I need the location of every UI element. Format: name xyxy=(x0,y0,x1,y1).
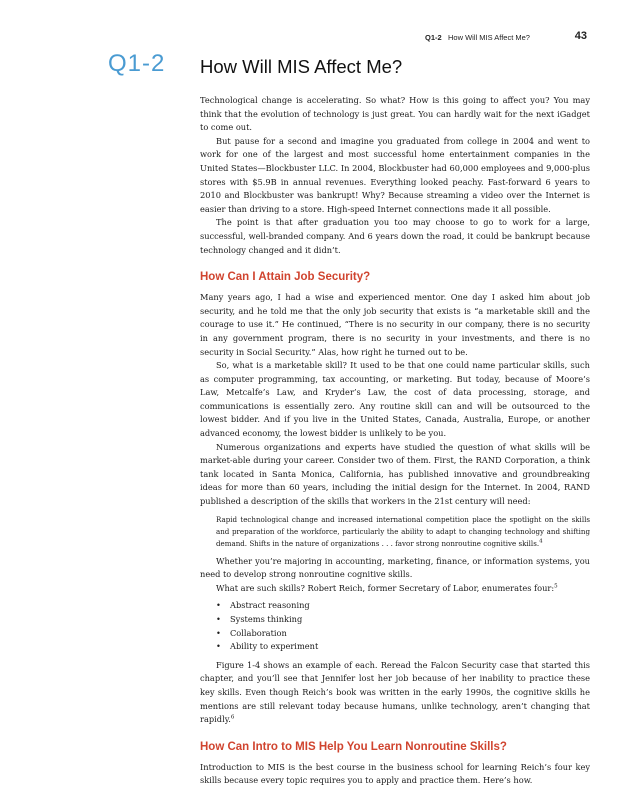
paragraph: The point is that after graduation you too may choose to go to work for a large, successful, well-branded company. And 6 years down the road, it could be bankrupt because technology changed and it didn’t. xyxy=(200,217,590,255)
skills-list xyxy=(200,599,590,653)
paragraph: So, what is a marketable skill? It used to be that one could name particular skills, such as computer programming, tax accounting, or marketing. But today, because of Moore’s Law, Metcalfe’s Law, and Kryder’s Law, the cost of data processing, storage, and communications is essentially zero. Any routine skill can and will be outsourced to the lowest bidder. And if you live in the United States, Canada, Australia, Europe, or another advanced economy, the lowest bidder is unlikely to be you. xyxy=(200,360,590,439)
reich-intro-text: What are such skills? Robert Reich, former Secretary of Labor, enumerates four: xyxy=(216,582,555,593)
list-item-label: Systems thinking xyxy=(230,614,303,624)
paragraph: Introduction to MIS is the best course in the business school for learning Reich’s four key skills because every topic requires you to apply and practice them. Here’s how. xyxy=(200,761,590,786)
page-number: 43 xyxy=(574,30,587,42)
paragraph xyxy=(200,582,590,596)
list-item xyxy=(216,613,590,627)
list-item-label: Collaboration xyxy=(230,627,287,638)
bullet-icon: • xyxy=(216,641,221,652)
body-content xyxy=(200,94,590,788)
rand-quote xyxy=(216,514,590,550)
subsection-heading-job-security: How Can I Attain Job Security? xyxy=(200,271,371,284)
list-item xyxy=(216,599,590,613)
list-item xyxy=(216,640,590,654)
section-number: Q1-2 xyxy=(108,50,166,77)
figure-paragraph-text: Figure 1-4 shows an example of each. Reread the Falcon Security case that started this chapter, and you’ll see that Jennifer lost her job because of her inability to practice these key skills. Even though Reich’s book was written in the early 1990s, the cognitive skills he mentions are still relevant today because humans, unlike technology, aren’t changing that rapidly. xyxy=(200,659,590,725)
paragraph xyxy=(200,659,590,727)
footnote-marker: 6 xyxy=(230,714,235,721)
running-head xyxy=(400,31,590,45)
bullet-icon: • xyxy=(216,627,221,638)
paragraph: Technological change is accelerating. So what? How is this going to affect you? You may think that the evolution of technology is just great. You can hardly wait for the next iGadget to come out. xyxy=(200,95,590,133)
footnote-marker: 5 xyxy=(554,583,558,590)
paragraph: But pause for a second and imagine you graduated from college in 2004 and went to work for one of the largest and most successful home entertainment companies in the United States—Blockbuster LLC. In 2004, Blockbuster had 60,000 employees and 9,000-plus stores with $5.9B in annual revenues. Everything looked peachy. Fast-forward 6 years to 2010 and Blockbuster was bankrupt! Why? Because streaming a video over the Internet is easier than driving to a store. High-speed Internet connections made it all possible. xyxy=(200,135,590,214)
bullet-icon: • xyxy=(216,614,221,624)
footnote-marker: 4 xyxy=(539,538,543,545)
list-item-label: Abstract reasoning xyxy=(230,600,310,611)
section-title: How Will MIS Affect Me? xyxy=(200,56,403,77)
subsection-heading-intro-mis: How Can Intro to MIS Help You Learn Nonroutine Skills? xyxy=(200,740,507,753)
bullet-icon: • xyxy=(216,600,221,611)
quote-text: Rapid technological change and increased international competition place the spotlight on the skills and preparation of the workforce, particularly the ability to adapt to changing technology and shifting demand. Shifts in the nature of organizations . . . favor strong nonroutine cognitive skills. xyxy=(216,514,590,548)
paragraph: Many years ago, I had a wise and experienced mentor. One day I asked him about job security, and he told me that the only job security that exists is “a marketable skill and the courage to use it.” He continued, “There is no security in our company, there is no security in any government program, there is no security in your investments, and there is no security in Social Security.” Alas, how right he turned out to be. xyxy=(200,292,590,357)
list-item xyxy=(216,627,590,641)
paragraph: Whether you’re majoring in accounting, marketing, finance, or information systems, you need to develop strong nonroutine cognitive skills. xyxy=(200,555,590,580)
paragraph: Numerous organizations and experts have studied the question of what skills will be market-able during your career. Consider two of them. First, the RAND Corporation, a think tank located in Santa Monica, California, has published innovative and groundbreaking ideas for more than 60 years, including the initial design for the Internet. In 2004, RAND published a description of the skills that workers in the 21st century will need: xyxy=(200,441,590,507)
running-head-section: Q1-2 xyxy=(425,33,442,42)
list-item-label: Ability to experiment xyxy=(230,641,319,652)
running-head-title: How Will MIS Affect Me? xyxy=(448,33,530,42)
